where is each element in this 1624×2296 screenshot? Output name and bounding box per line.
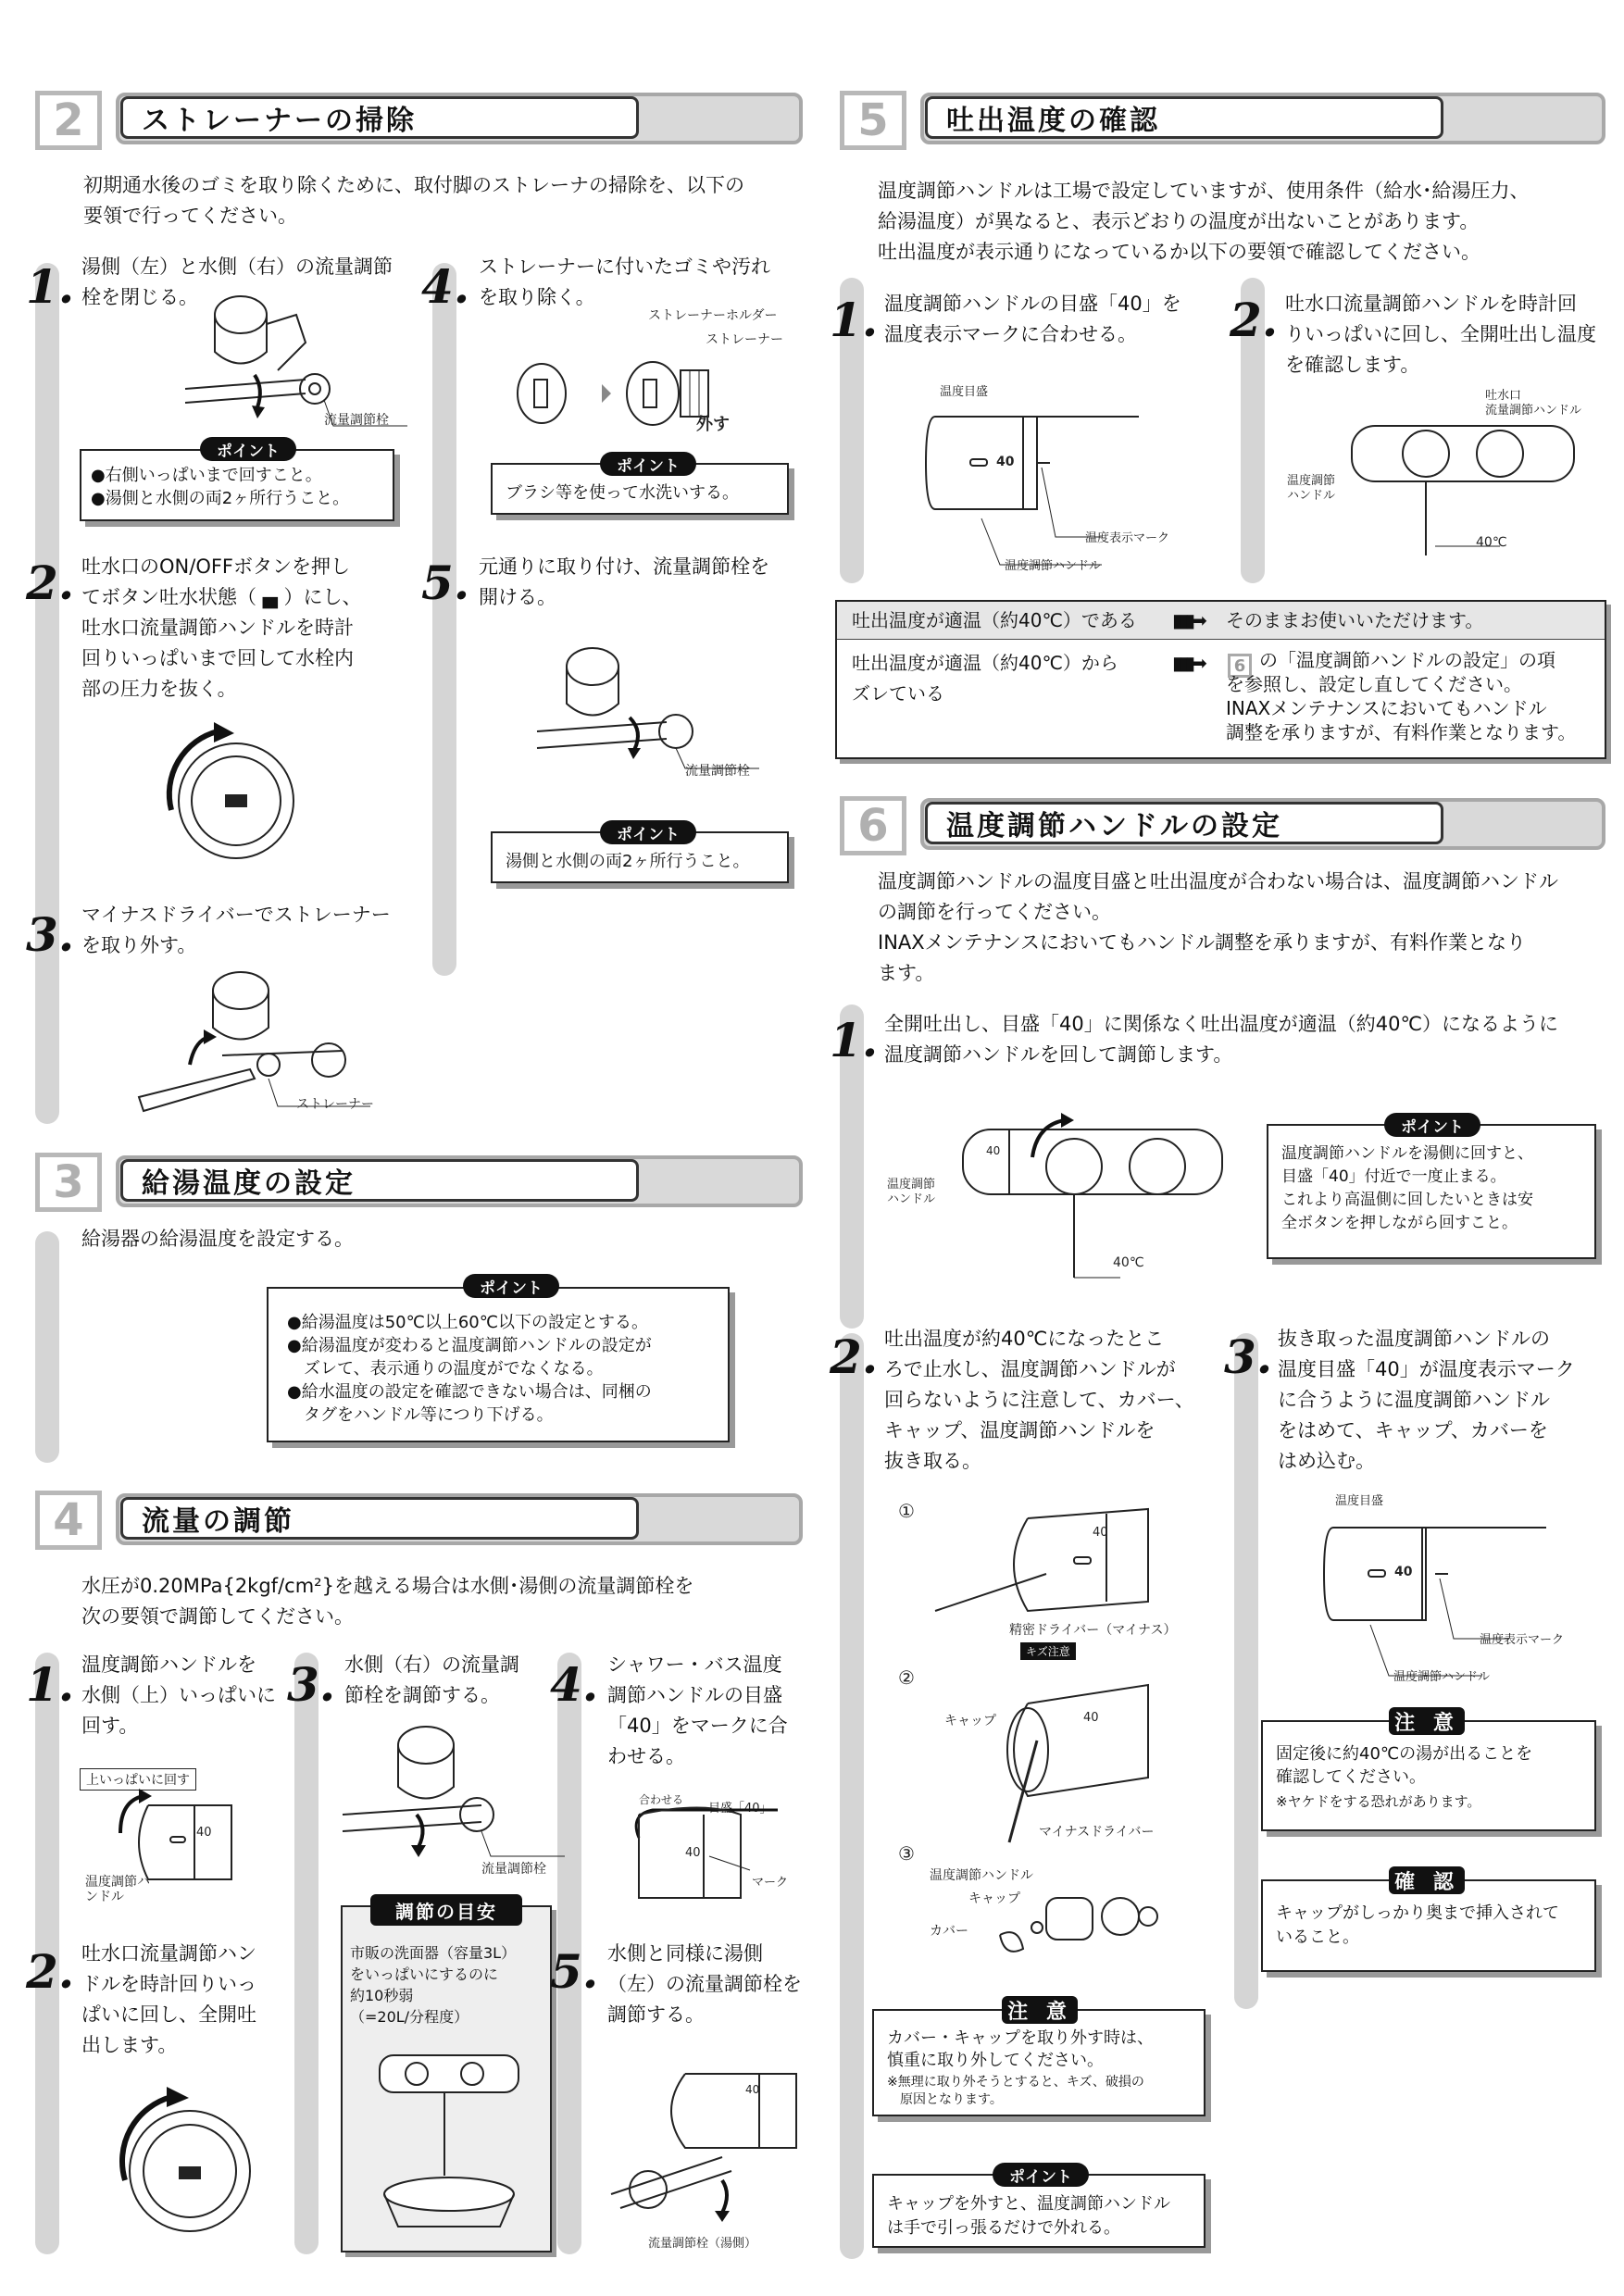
s3-left-bar xyxy=(35,1231,59,1463)
s2-step4-remove-label: 外す xyxy=(696,415,730,434)
s4-step4-align-label: 合わせる xyxy=(639,1793,684,1806)
s4-step1-text: 温度調節ハンドルを 水側（上）いっぱいに 回す。 xyxy=(81,1653,276,1737)
s4-step4-text: シャワー・バス温度 調節ハンドルの目盛 「40」をマークに合 わせる。 xyxy=(607,1653,788,1767)
s6-step1-point-badge: ポイント xyxy=(1384,1113,1480,1137)
section-3-number: 3 xyxy=(35,1153,102,1212)
s4-step2-text: 吐水口流量調節ハン ドルを時計回りいっ ぱいに回し、全開吐 出します。 xyxy=(81,1942,256,2056)
s4-step3-label: 流量調節栓 xyxy=(481,1862,546,1877)
s6-step3-confirm-badge: 確 認 xyxy=(1389,1866,1465,1894)
s2-step3-text: マイナスドライバーでストレーナー を取り外す。 xyxy=(81,904,391,956)
s4-step3-faucet-illustration xyxy=(343,1722,565,1870)
s2-step5-number: 5. xyxy=(421,555,470,610)
s6-step2-cover-label: カバー xyxy=(930,1924,968,1939)
s6-step2-mark-1: 40 xyxy=(1093,1526,1108,1540)
s4-step1-number: 1. xyxy=(26,1657,75,1712)
s6-step2-cap3-label: キャップ xyxy=(968,1891,1020,1906)
s6-step3-mark: 40 xyxy=(1394,1565,1413,1579)
s6-step3-handle-illustration xyxy=(1324,1509,1555,1676)
s5-table-row1-right: そのままお使いいただけます。 xyxy=(1226,609,1484,631)
s5-table-row1-arrow: ▮▮▮➡ xyxy=(1172,609,1204,631)
s2-step2-number: 2. xyxy=(26,555,75,610)
s6-step3-number: 3. xyxy=(1224,1329,1273,1384)
s4-step1-label: 温度調節ハンドル xyxy=(85,1875,150,1904)
s6-step2-handle3-label: 温度調節ハンドル xyxy=(930,1868,1033,1883)
s6-step1-text: 全開吐出し、目盛「40」に関係なく吐出温度が適温（約40℃）になるように 温度調節ハンドルを回して調節します。 xyxy=(884,1013,1559,1066)
s4-step3-number: 3. xyxy=(287,1657,336,1712)
s6-step2-illustration-2 xyxy=(972,1685,1157,1842)
s4-step5-number: 5. xyxy=(550,1944,599,1999)
s6-step2-mark-2: 40 xyxy=(1083,1711,1099,1725)
s6-step2-point-badge: ポイント xyxy=(993,2163,1089,2187)
s2-step2-text: 吐水口のON/OFFボタンを押し てボタン吐水状態（ ▄ ）にし、 吐水口流量調節ハンドルを時計 回りいっぱいまで回して水栓内 部の圧力を抜く。 xyxy=(81,555,362,700)
s4-step4-mark-label: マーク xyxy=(752,1876,789,1890)
s4-intro: 水圧が0.20MPa{2kgf/cm²}を越える場合は水側･湯側の流量調節栓を 次の要領で調節してください。 xyxy=(81,1575,694,1628)
s2-right-bar xyxy=(432,263,456,976)
s6-step1-point-box: 温度調節ハンドルを湯側に回すと、 目盛「40」付近で一度止まる。 これより高温側に回したいときは安 全ボタンを押しながら回すこと。 xyxy=(1267,1124,1596,1259)
s5-intro: 温度調節ハンドルは工場で設定していますが、使用条件（給水･給湯圧力、 給湯温度）が異なると、表示どおりの温度が出ないことがあります。 吐出温度が表示通りになっているか以下の要領で確認してください。 xyxy=(878,180,1530,263)
s5-step1-scale-label: 温度目盛 xyxy=(940,385,989,399)
s4-step3-text: 水側（右）の流量調 節栓を調節する。 xyxy=(344,1653,519,1706)
s2-step4-holder-label: ストレーナーホルダー xyxy=(648,308,778,323)
section-3-title: 給湯温度の設定 xyxy=(120,1159,639,1202)
s6-step2-driver-label: 精密ドライバー（マイナス） xyxy=(1009,1623,1177,1638)
s2-step1-text: 湯側（左）と水側（右）の流量調節 栓を閉じる。 xyxy=(81,256,393,308)
s5-table-ref-6: 6 xyxy=(1228,654,1252,678)
s4-step3-guide-box: 市販の洗面器（容量3L） をいっぱいにするのに 約10秒弱 （=20L/分程度） xyxy=(341,1905,552,2252)
s2-step5-label: 流量調節栓 xyxy=(685,764,750,779)
s6-step3-confirm-box: キャップがしっかり奥まで挿入されて いること。 xyxy=(1261,1879,1596,1972)
s6-step2-minus-label: マイナスドライバー xyxy=(1039,1825,1155,1840)
s5-step2-text: 吐水口流量調節ハンドルを時計回 りいっぱいに回し、全開吐出し温度 を確認します。 xyxy=(1285,293,1596,376)
s6-step2-scratch-tag: キズ注意 xyxy=(1020,1642,1076,1660)
s4-step1-mark: 40 xyxy=(196,1826,212,1840)
s5-step2-handle-label: 温度調節 ハンドル xyxy=(1287,474,1336,503)
s6-step3-bar xyxy=(1234,1333,1258,2009)
section-2-number: 2 xyxy=(35,91,102,150)
s2-step5-faucet-illustration xyxy=(537,639,759,778)
s3-point-badge: ポイント xyxy=(463,1274,559,1298)
s2-intro: 初期通水後のゴミを取り除くために、取付脚のストレーナの掃除を、以下の 要領で行ってください。 xyxy=(83,174,744,227)
s6-step1-faucet-illustration xyxy=(935,1111,1241,1305)
section-4-number: 4 xyxy=(35,1491,102,1550)
s6-step3-mark-label: 温度表示マーク xyxy=(1480,1633,1565,1647)
s2-step4-point-badge: ポイント xyxy=(600,452,696,476)
s5-table-row2-left: 吐出温度が適温（約40℃）から ズレている xyxy=(852,652,1118,705)
s2-step4-point-box: ブラシ等を使って水洗いする。 xyxy=(491,463,789,515)
s5-step2-faucet-illustration xyxy=(1333,407,1593,574)
s2-step1-point-box: ●右側いっぱいまで回すこと。 ●湯側と水側の両2ヶ所行うこと。 xyxy=(80,449,394,521)
s2-step2-dial-illustration xyxy=(162,722,310,870)
s4-step4-mark: 40 xyxy=(685,1846,701,1860)
s4-bar-2 xyxy=(294,1653,319,2254)
s6-step2-illustration-1 xyxy=(926,1509,1157,1620)
s6-step1-temp: 40℃ xyxy=(1113,1255,1144,1270)
section-4-title: 流量の調節 xyxy=(120,1497,639,1540)
s6-step1-number: 1. xyxy=(830,1013,879,1067)
s6-step3-text: 抜き取った温度調節ハンドルの 温度目盛「40」が温度表示マーク に合うように温度調節ハンドル をはめて、キャップ、カバーを はめ込む。 xyxy=(1278,1328,1575,1472)
s5-step1-mark-label: 温度表示マーク xyxy=(1085,531,1170,545)
s2-step3-label: ストレーナー xyxy=(296,1097,374,1112)
s2-step5-point-box: 湯側と水側の両2ヶ所行うこと。 xyxy=(491,831,789,883)
s4-step4-scale-label: 目盛「40」 xyxy=(708,1802,772,1816)
s5-table-row2-right: の「温度調節ハンドルの設定」の項 を参照し、設定し直してください。 INAXメンテナンスにおいてもハンドル 調整を承りますが、有料作業となります。 xyxy=(1226,649,1577,743)
s4-step5-label: 流量調節栓（湯側） xyxy=(648,2237,757,2251)
s5-step1-text: 温度調節ハンドルの目盛「40」を 温度表示マークに合わせる。 xyxy=(884,293,1181,345)
s4-step5-faucet-illustration xyxy=(611,2055,806,2222)
s6-step2-caution-badge: 注 意 xyxy=(1002,1996,1078,2024)
s6-step2-cap-label: キャップ xyxy=(944,1714,996,1728)
s6-step1-mark: 40 xyxy=(986,1144,1001,1157)
s6-step3-caution-badge: 注 意 xyxy=(1389,1707,1465,1735)
s5-step2-temp: 40℃ xyxy=(1476,535,1507,550)
section-2-title: ストレーナーの掃除 xyxy=(120,96,639,139)
s4-step3-basin-illustration xyxy=(361,2037,537,2231)
s6-intro: 温度調節ハンドルの温度目盛と吐出温度が合わない場合は、温度調節ハンドル の調節を行ってください。 INAXメンテナンスにおいてもハンドル調整を承りますが、有料作業となり ます。 xyxy=(878,870,1558,984)
s6-step2-circle-1: ① xyxy=(898,1500,915,1522)
s6-step2-bar xyxy=(840,1333,864,2259)
s6-step1-handle-label: 温度調節 ハンドル xyxy=(887,1178,936,1206)
s3-intro: 給湯器の給湯温度を設定する。 xyxy=(81,1228,354,1250)
s6-step3-scale-label: 温度目盛 xyxy=(1335,1494,1384,1508)
s6-step3-handle-label: 温度調節ハンドル xyxy=(1393,1670,1491,1684)
s4-step2-dial-illustration xyxy=(111,2083,269,2240)
s2-step1-label: 流量調節栓 xyxy=(324,413,389,428)
s6-step2-text: 吐出温度が約40℃になったとこ ろで止水し、温度調節ハンドルが 回らないように注意して、カバー、 キャップ、温度調節ハンドルを 抜き取る。 xyxy=(884,1328,1194,1472)
s2-step5-text: 元通りに取り付け、流量調節栓を 開ける。 xyxy=(479,555,770,608)
s5-table-row2-arrow: ▮▮▮➡ xyxy=(1172,652,1204,674)
s6-step2-point-box: キャップを外すと、温度調節ハンドル は手で引っ張るだけで外れる。 xyxy=(872,2174,1206,2248)
s2-left-bar xyxy=(35,263,59,1124)
s5-step2-flow-label: 吐水口 流量調節ハンドル xyxy=(1485,389,1582,418)
s2-step4-text: ストレーナーに付いたゴミや汚れ を取り除く。 xyxy=(479,256,770,308)
s5-step1-handle-label: 温度調節ハンドル xyxy=(1005,559,1102,573)
section-6-number: 6 xyxy=(840,796,906,855)
s5-step2-number: 2. xyxy=(1230,293,1279,347)
s4-step4-handle-illustration xyxy=(611,1805,796,1907)
s4-step2-number: 2. xyxy=(26,1944,75,1999)
s6-step2-number: 2. xyxy=(830,1329,879,1384)
s4-step5-mark: 40 xyxy=(745,2083,760,2096)
s2-step1-number: 1. xyxy=(26,259,75,314)
s2-step5-point-badge: ポイント xyxy=(600,820,696,844)
s2-step4-strainer-label: ストレーナー xyxy=(706,332,783,347)
s4-step3-guide-title: 調節の目安 xyxy=(370,1894,522,1926)
s6-step2-circle-3: ③ xyxy=(898,1842,915,1865)
s6-step3-caution-box: 固定後に約40℃の湯が出ることを 確認してください。 ※ヤケドをする恐れがあります。 xyxy=(1261,1720,1596,1831)
s2-step4-number: 4. xyxy=(421,259,470,314)
s6-step2-illustration-3 xyxy=(981,1870,1167,1963)
s5-step1-mark: 40 xyxy=(996,455,1015,469)
section-5-title: 吐出温度の確認 xyxy=(925,96,1443,139)
section-5-number: 5 xyxy=(840,91,906,150)
s6-step2-caution-box: カバー・キャップを取り外す時は、 慎重に取り外してください。 ※無理に取り外そうとすると、キズ、破損の 原因となります。 xyxy=(872,2009,1206,2116)
s4-step4-number: 4. xyxy=(550,1657,599,1712)
s2-step1-point-badge: ポイント xyxy=(200,437,296,461)
s5-step1-number: 1. xyxy=(830,293,879,347)
section-6-title: 温度調節ハンドルの設定 xyxy=(925,802,1443,844)
s5-table-row1-left: 吐出温度が適温（約40℃）である xyxy=(852,609,1137,631)
s4-step5-text: 水側と同様に湯側 （左）の流量調節栓を 調節する。 xyxy=(607,1942,802,2026)
s2-step3-number: 3. xyxy=(26,907,75,962)
s5-result-table xyxy=(835,600,1606,759)
s4-step1-tag: 上いっぱいに回す xyxy=(80,1768,196,1791)
s6-step2-circle-2: ② xyxy=(898,1666,915,1689)
s3-point-box: ●給湯温度は50℃以上60℃以下の設定とする。 ●給湯温度が変わると温度調節ハンドルの設定が ズレて、表示通りの温度がでなくなる。 ●給水温度の設定を確認できない場合は、同梱の タグをハンドル等につり下げる。 xyxy=(267,1287,730,1442)
